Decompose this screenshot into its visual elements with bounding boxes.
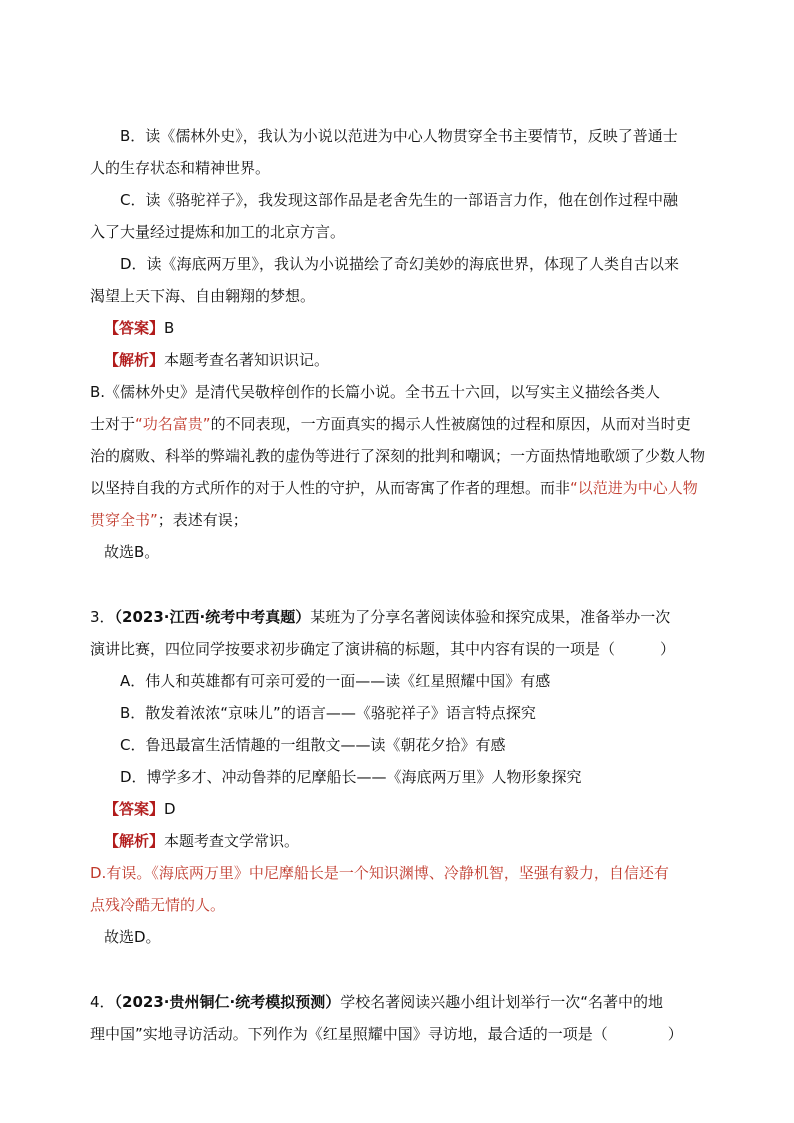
q2-option-b-line2: 人的生存状态和精神世界。 bbox=[90, 159, 271, 177]
q3-stem-line2: 演讲比赛，四位同学按要求初步确定了演讲稿的标题，其中内容有误的一项是（ ） bbox=[90, 640, 676, 658]
q3-option-a: A．伟人和英雄都有可亲可爱的一面——读《红星照耀中国》有感 bbox=[120, 672, 551, 690]
q2-explanation-line1: B.《儒林外史》是清代吴敬梓创作的长篇小说。全书五十六回，以写实主义描绘各类人 bbox=[90, 383, 661, 401]
q2-option-c-line1: C．读《骆驼祥子》，我发现这部作品是老舍先生的一部语言力作，他在创作过程中融 bbox=[120, 191, 678, 209]
q2-answer bbox=[104, 318, 174, 338]
q2-analysis bbox=[104, 350, 329, 370]
analysis-text: 本题考查名著知识识记。 bbox=[164, 351, 330, 369]
q3-answer bbox=[104, 799, 176, 819]
question-number: 3． bbox=[90, 608, 115, 626]
analysis-tag: 【解析】 bbox=[104, 832, 165, 850]
analysis-text: 本题考查文学常识。 bbox=[164, 832, 300, 850]
q4-stem-line1 bbox=[90, 992, 663, 1012]
q3-explanation-line1: D.有误。《海底两万里》中尼摩船长是一个知识渊博、冷静机智，坚强有毅力，自信还有 bbox=[90, 864, 669, 882]
answer-tag: 【答案】 bbox=[104, 319, 165, 337]
exp-text: 的不同表现，一方面真实的揭示人性被腐蚀的过程和原因，从而对当时吏 bbox=[210, 415, 691, 433]
question-stem: 某班为了分享名著阅读体验和探究成果，准备举办一次 bbox=[310, 608, 671, 626]
q2-option-d-line2: 渴望上天下海、自由翱翔的梦想。 bbox=[90, 287, 316, 305]
exp-text: ；表述有误； bbox=[157, 511, 248, 529]
q2-final-choice: 故选B。 bbox=[104, 543, 160, 561]
exp-highlight: “功名富贵” bbox=[135, 415, 211, 433]
q3-option-d: D．博学多才、冲动鲁莽的尼摩船长——《海底两万里》人物形象探究 bbox=[120, 768, 582, 786]
answer-value: D bbox=[164, 800, 176, 818]
exp-text: 以坚持自我的方式所作的对于人性的守护，从而寄寓了作者的理想。而非 bbox=[90, 479, 571, 497]
exp-text: 士对于 bbox=[90, 415, 136, 433]
q2-explanation-line4 bbox=[90, 478, 698, 498]
question-stem: 学校名著阅读兴趣小组计划举行一次“名著中的地 bbox=[340, 993, 663, 1011]
answer-tag: 【答案】 bbox=[104, 800, 165, 818]
q2-explanation-line5 bbox=[90, 510, 248, 530]
q3-stem-line1 bbox=[90, 607, 670, 627]
q2-explanation-line2 bbox=[90, 414, 691, 434]
question-source: （2023·江西·统考中考真题） bbox=[114, 608, 311, 626]
q2-option-d-line1: D．读《海底两万里》，我认为小说描绘了奇幻美妙的海底世界，体现了人类自古以来 bbox=[120, 255, 680, 273]
q2-option-c-line2: 入了大量经过提炼和加工的北京方言。 bbox=[90, 223, 346, 241]
q3-final-choice: 故选D。 bbox=[104, 928, 161, 946]
q4-stem-line2: 理中国”实地寻访活动。下列作为《红星照耀中国》寻访地，最合适的一项是（ ） bbox=[90, 1025, 683, 1043]
q2-option-b-line1: B．读《儒林外史》，我认为小说以范进为中心人物贯穿全书主要情节，反映了普通士 bbox=[120, 127, 678, 145]
exp-highlight: “以范进为中心人物 bbox=[570, 479, 698, 497]
answer-value: B bbox=[164, 319, 175, 337]
question-source: （2023·贵州铜仁·统考模拟预测） bbox=[114, 993, 341, 1011]
q3-explanation-line2: 点残冷酷无情的人。 bbox=[90, 896, 226, 914]
exp-highlight: 贯穿全书” bbox=[90, 511, 158, 529]
analysis-tag: 【解析】 bbox=[104, 351, 165, 369]
q2-explanation-line3: 治的腐败、科举的弊端礼教的虚伪等进行了深刻的批判和嘲讽；一方面热情地歌颂了少数人物 bbox=[90, 447, 706, 465]
question-number: 4． bbox=[90, 993, 115, 1011]
q3-option-b: B．散发着浓浓“京味儿”的语言——《骆驼祥子》语言特点探究 bbox=[120, 704, 536, 722]
q3-analysis bbox=[104, 831, 299, 851]
q3-option-c: C．鲁迅最富生活情趣的一组散文——读《朝花夕拾》有感 bbox=[120, 736, 506, 754]
